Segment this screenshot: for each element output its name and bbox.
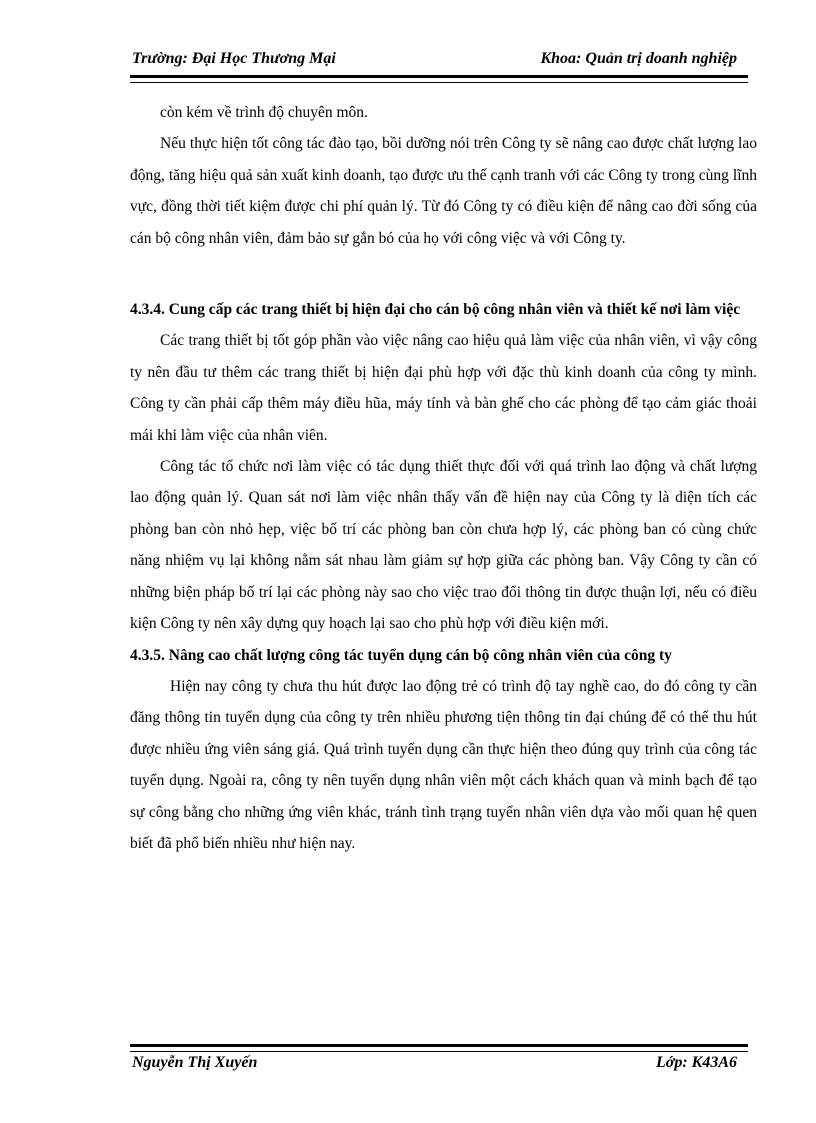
paragraph-recruitment: Hiện nay công ty chưa thu hút được lao động trẻ có trình độ tay nghề cao, do đó công ty cần đăng thông tin tuyển dụng của công ty trên nhiều phương tiện thông tin đại chúng để có thể thu hút được nhiều ứng viên sáng giá. Quá trình tuyển dụng cần thực hiện theo đúng quy trình của công tác tuyển dụng. Ngoài ra, công ty nên tuyển dụng nhân viên một cách khách quan và minh bạch để tạo sự công bằng cho những ứng viên khác, tránh tình trạng tuyển nhân viên dựa vào mối quan hệ quen biết đã phổ biến nhiều như hiện nay. [130, 677, 757, 852]
paragraph-continuation: còn kém về trình độ chuyên môn. [160, 104, 368, 121]
page-footer [132, 1054, 737, 1078]
paragraph-workplace: Công tác tổ chức nơi làm việc có tác dụng thiết thực đối với quá trình lao động và chất lượng lao động quản lý. Quan sát nơi làm việc nhân thấy vấn đề hiện nay của Công ty là diện tích các phòng ban còn nhỏ hẹp, việc bố trí các phòng ban còn chưa hợp lý, các phòng ban có cùng chức năng nhiệm vụ lại không nằm sát nhau làm giảm sự hợp giữa các phòng ban. Vậy Công ty cần có những biện pháp bố trí lại các phòng này sao cho việc trao đổi thông tin được thuận lợi, nếu có điều kiện Công ty nên xây dựng quy hoạch lại sao cho phù hợp với điều kiện mới. [130, 458, 757, 633]
header-divider [130, 75, 748, 83]
document-body [130, 97, 757, 859]
footer-class: Lớp: K43A6 [655, 1054, 737, 1071]
spacer [130, 254, 757, 294]
section-heading-4-3-4: 4.3.4. Cung cấp các trang thiết bị hiện đại cho cán bộ công nhân viên và thiết kế nơi làm việc [130, 301, 741, 319]
paragraph-training-benefits: Nếu thực hiện tốt công tác đào tạo, bồi dưỡng nói trên Công ty sẽ nâng cao được chất lượng lao động, tăng hiệu quả sản xuất kinh doanh, tạo được ưu thế cạnh tranh với các Công ty trong cùng lĩnh vực, đồng thời tiết kiệm được chi phí quản lý. Từ đó Công ty có điều kiện để nâng cao đời sống của cán bộ công nhân viên, đảm bảo sự gắn bó của họ với công việc và với Công ty. [130, 135, 757, 247]
header-school: Trường: Đại Học Thương Mại [132, 50, 336, 67]
footer-divider [130, 1044, 748, 1052]
footer-author: Nguyễn Thị Xuyến [132, 1054, 258, 1071]
section-heading-4-3-5: 4.3.5. Nâng cao chất lượng công tác tuyển dụng cán bộ công nhân viên của công ty [130, 646, 672, 664]
header-faculty: Khoa: Quản trị doanh nghiệp [540, 50, 737, 67]
paragraph-equipment: Các trang thiết bị tốt góp phần vào việc nâng cao hiệu quả làm việc của nhân viên, vì vậy công ty nên đầu tư thêm các trang thiết bị hiện đại phù hợp với đặc thù kinh doanh của công ty mình. Công ty cần phải cấp thêm máy điều hũa, máy tính và bàn ghế cho các phòng để tạo cảm giác thoải mái khi làm việc của nhân viên. [130, 332, 757, 444]
page-header [132, 50, 737, 74]
